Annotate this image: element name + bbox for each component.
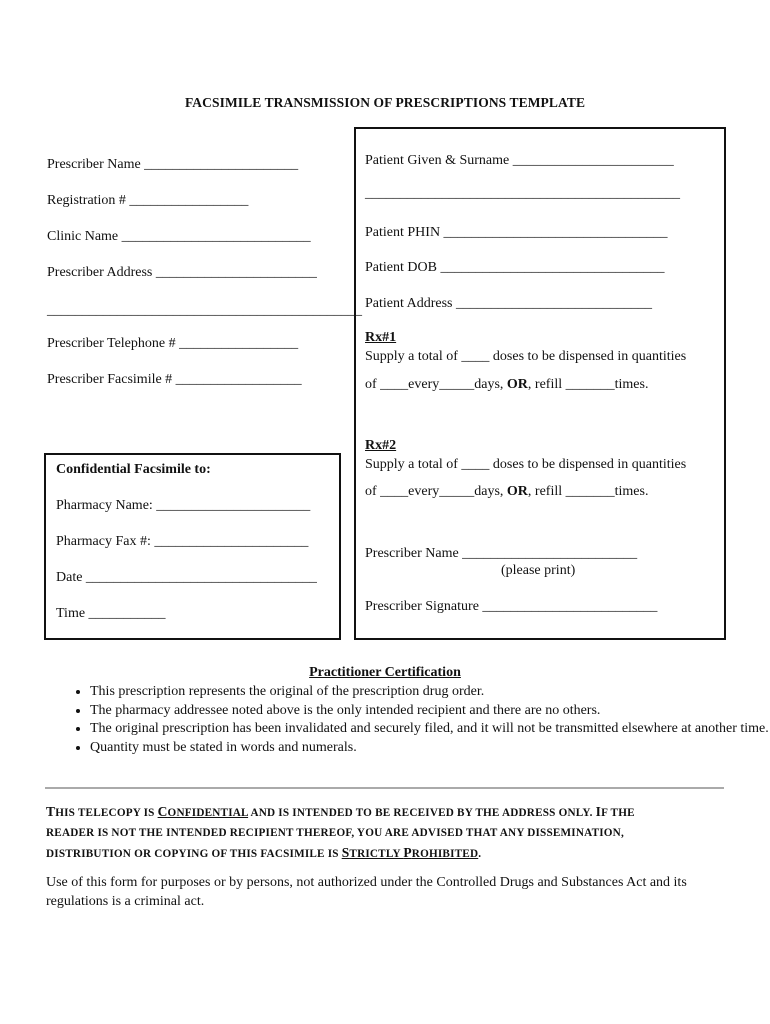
registration-field[interactable]: Registration # _________________ bbox=[47, 193, 249, 208]
warning-t4: F THE bbox=[601, 807, 635, 819]
date-field[interactable]: Date _________________________________ bbox=[56, 570, 317, 585]
certification-item: • Quantity must be stated in words and numerals. bbox=[90, 739, 770, 758]
rx1-or: OR bbox=[506, 377, 528, 392]
confidential-heading: Confidential Facsimile to: bbox=[56, 462, 211, 477]
warning-p1: P bbox=[403, 845, 412, 860]
warning-line-1 bbox=[46, 802, 736, 823]
warning-end: . bbox=[478, 848, 482, 860]
certification-heading: Practitioner Certification bbox=[309, 665, 461, 680]
pharmacy-fax-field[interactable]: Pharmacy Fax #: ______________________ bbox=[56, 534, 309, 549]
patient-name-field[interactable]: Patient Given & Surname _______________________ bbox=[365, 153, 674, 168]
rx2-line1[interactable]: Supply a total of ____ doses to be dispensed in quantities bbox=[365, 457, 687, 472]
warning-s2: TRICTLY bbox=[349, 848, 404, 860]
warning-line-3 bbox=[46, 843, 736, 864]
certification-item: • The pharmacy addressee noted above is the only intended recipient and there are no others. bbox=[90, 702, 770, 721]
warning-i1: I bbox=[595, 804, 602, 819]
warning-c2: ONFIDENTIAL bbox=[167, 807, 249, 819]
prescriber-name-field[interactable]: Prescriber Name ______________________ bbox=[47, 157, 299, 172]
warning-t3: AND IS INTENDED TO BE RECEIVED BY THE ADDRESS ONLY. bbox=[248, 807, 596, 819]
pharmacy-name-field[interactable]: Pharmacy Name: ______________________ bbox=[56, 498, 311, 513]
prescriber-print-name-field[interactable]: Prescriber Name _________________________ bbox=[365, 546, 638, 561]
prescriber-telephone-field[interactable]: Prescriber Telephone # _________________ bbox=[47, 336, 299, 351]
patient-rx-box bbox=[354, 127, 726, 640]
patient-phin-field[interactable]: Patient PHIN ________________________________ bbox=[365, 225, 668, 240]
clinic-name-field[interactable]: Clinic Name ___________________________ bbox=[47, 229, 311, 244]
rx2-label: Rx#2 bbox=[365, 438, 397, 453]
rx2-line2-post: , refill _______times. bbox=[527, 484, 649, 499]
warning-t5: DISTRIBUTION OR COPYING OF THIS FACSIMILE IS bbox=[46, 848, 342, 860]
certification-list bbox=[48, 683, 770, 757]
patient-name-line2[interactable]: _____________________________________________ bbox=[365, 186, 680, 201]
prescriber-address-line2[interactable]: _____________________________________________ bbox=[47, 303, 362, 318]
warning-c1: C bbox=[157, 804, 168, 819]
please-print-note: (please print) bbox=[501, 563, 576, 578]
patient-address-field[interactable]: Patient Address ____________________________ bbox=[365, 296, 652, 311]
rx2-or: OR bbox=[506, 484, 528, 499]
prescriber-address-field[interactable]: Prescriber Address _______________________ bbox=[47, 265, 317, 280]
warning-s1: S bbox=[341, 845, 350, 860]
rx1-line2-post: , refill _______times. bbox=[527, 377, 649, 392]
rx1-line2-pre: of ____every_____days, bbox=[365, 377, 507, 392]
warning-t2: HIS TELECOPY IS bbox=[55, 807, 158, 819]
legal-footer: Use of this form for purposes or by persons, not authorized under the Controlled Drugs and Substances Act and its regulations is a criminal act. bbox=[46, 875, 687, 909]
prescriber-facsimile-field[interactable]: Prescriber Facsimile # __________________ bbox=[47, 372, 302, 387]
prescriber-signature-field[interactable]: Prescriber Signature _________________________ bbox=[365, 599, 658, 614]
patient-dob-field[interactable]: Patient DOB ________________________________ bbox=[365, 260, 665, 275]
confidential-facsimile-box bbox=[44, 453, 341, 640]
rx1-line2[interactable] bbox=[365, 377, 648, 393]
warning-line-2: READER IS NOT THE INTENDED RECIPIENT THEREOF, YOU ARE ADVISED THAT ANY DISSEMINATION, bbox=[46, 827, 624, 839]
warning-t1: T bbox=[46, 804, 56, 819]
certification-item: • The original prescription has been invalidated and securely filed, and it will not be transmitted elsewhere at another time. bbox=[90, 720, 770, 739]
rx2-line2[interactable] bbox=[365, 484, 648, 500]
time-field[interactable]: Time ___________ bbox=[56, 606, 166, 621]
rx2-line2-pre: of ____every_____days, bbox=[365, 484, 507, 499]
confidentiality-warning bbox=[46, 802, 736, 864]
rx1-label: Rx#1 bbox=[365, 330, 397, 345]
certification-item: • This prescription represents the original of the prescription drug order. bbox=[90, 683, 770, 702]
divider bbox=[45, 787, 724, 789]
page-title: FACSIMILE TRANSMISSION OF PRESCRIPTIONS TEMPLATE bbox=[184, 95, 586, 110]
rx1-line1[interactable]: Supply a total of ____ doses to be dispensed in quantities bbox=[365, 349, 687, 364]
warning-p2: ROHIBITED bbox=[411, 848, 479, 860]
